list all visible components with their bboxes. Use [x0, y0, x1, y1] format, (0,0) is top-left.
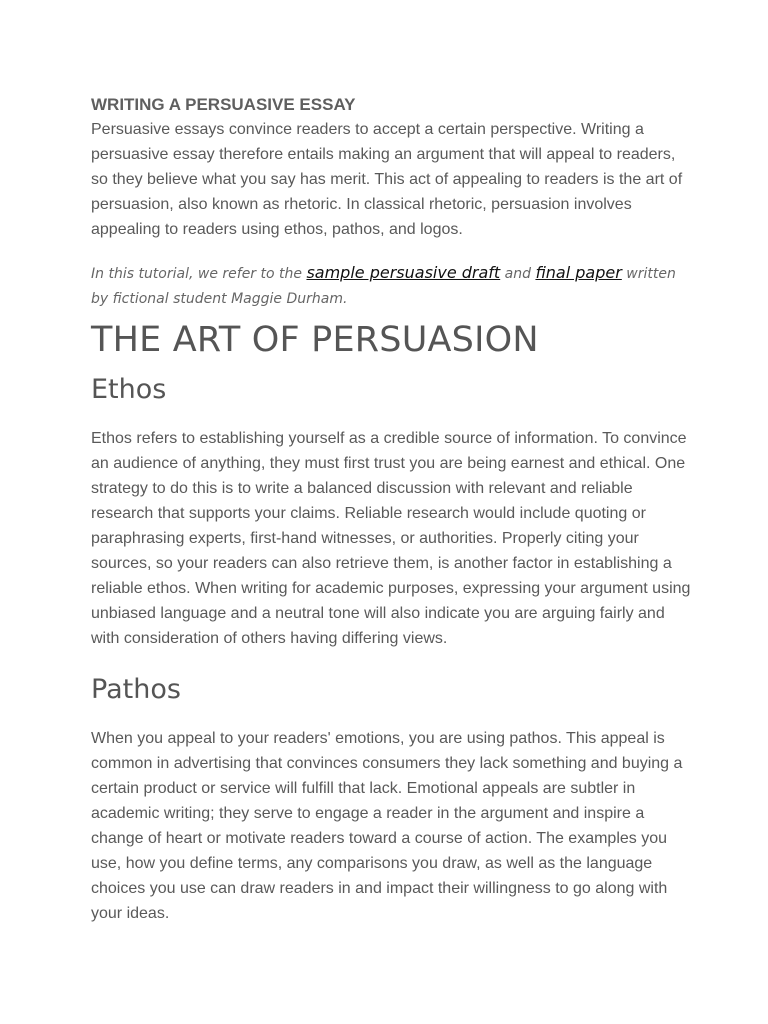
tutorial-note-middle: and: [500, 266, 536, 282]
ethos-paragraph: Ethos refers to establishing yourself as a credible source of information. To convince an audience of anything, they must first trust you are being earnest and ethical. One strategy to do this is to write a balanced discussion with relevant and reliable research that supports your claims. Reliable research would include quoting or paraphrasing experts, first-hand witnesses, or authorities. Properly citing your sources, so your readers can also retrieve them, is another factor in establishing a reliable ethos. When writing for academic purposes, expressing your argument using unbiased language and a neutral tone will also indicate you are arguing fairly and with consideration of others having differing views.: [91, 430, 691, 647]
section-title: THE ART OF PERSUASION: [91, 320, 539, 360]
pathos-paragraph: When you appeal to your readers' emotions, you are using pathos. This appeal is common in advertising that convinces consumers they lack something and buying a certain product or service will fulfill that lack. Emotional appeals are subtler in academic writing; they serve to engage a reader in the argument and inspire a change of heart or motivate readers toward a course of action. The examples you use, how you define terms, any comparisons you draw, as well as the language choices you use can draw readers in and impact their willingness to go along with your ideas.: [91, 730, 683, 922]
intro-paragraph: Persuasive essays convince readers to accept a certain perspective. Writing a persuasive essay therefore entails making an argument that will appeal to readers, so they believe what you say has merit. This act of appealing to readers is the art of persuasion, also known as rhetoric. In classical rhetoric, persuasion involves appealing to readers using ethos, pathos, and logos.: [91, 121, 683, 238]
ethos-heading: Ethos: [91, 374, 167, 405]
tutorial-note-prefix: In this tutorial, we refer to the: [91, 266, 307, 282]
tutorial-note: [91, 260, 691, 312]
tutorial-note-suffix: written by fictional student Maggie Durham.: [91, 266, 676, 307]
document-heading: WRITING A PERSUASIVE ESSAY: [91, 95, 356, 114]
pathos-heading: Pathos: [91, 674, 181, 705]
sample-draft-link[interactable]: sample persuasive draft: [306, 263, 501, 282]
final-paper-link[interactable]: final paper: [535, 263, 622, 282]
document-page: [91, 92, 691, 926]
